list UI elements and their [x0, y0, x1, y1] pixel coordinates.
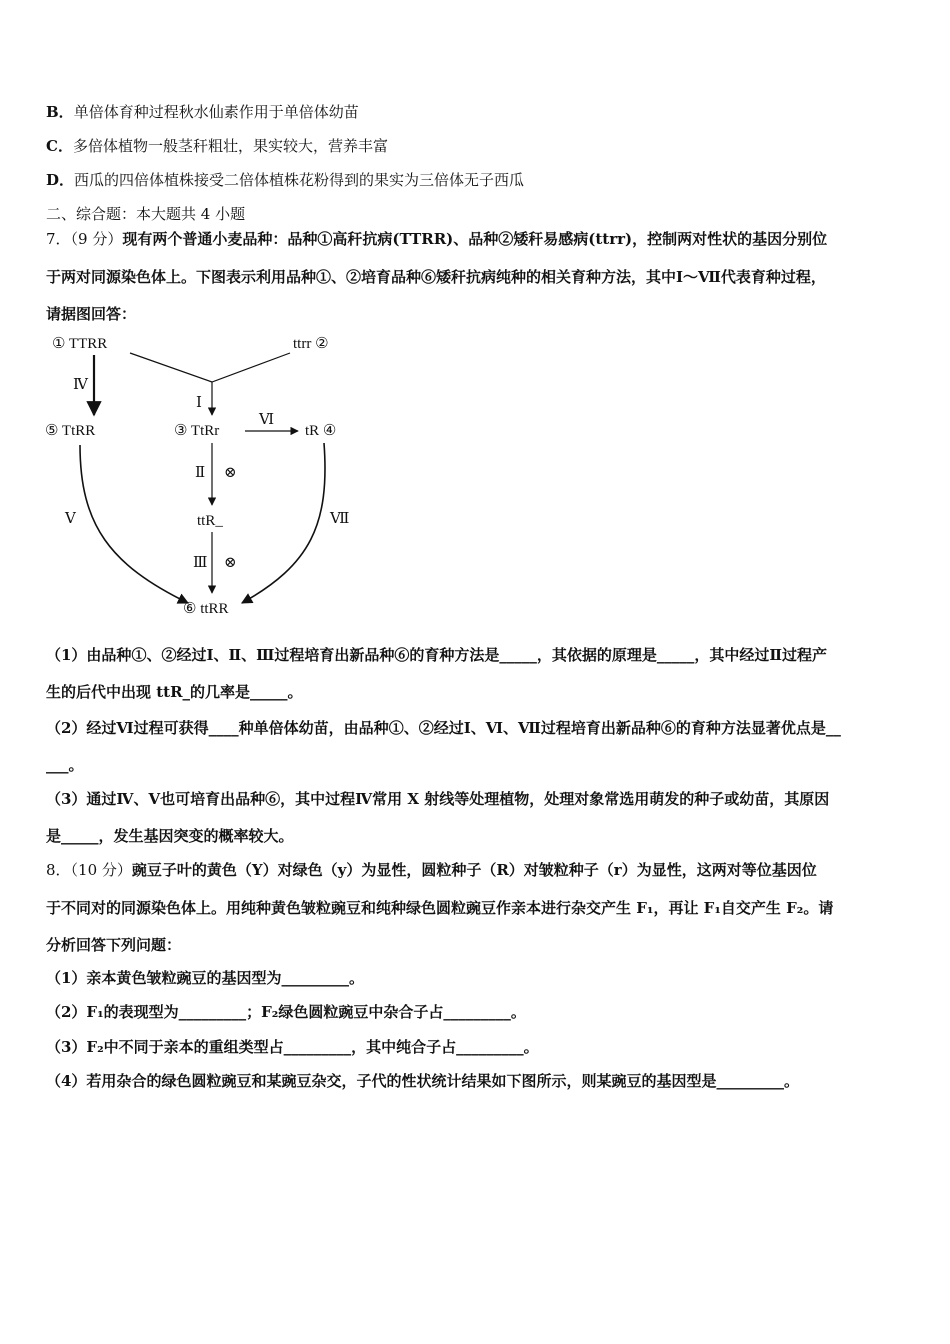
q7-number: 7．: [46, 230, 71, 248]
arrow-v: [80, 445, 188, 603]
node-6-ttrr: ⑥ ttRR: [183, 601, 229, 617]
process-vii-label: Ⅶ: [330, 511, 350, 527]
q7-sub2-line-2: ___。: [46, 756, 84, 774]
node-3-ttrr: ③ TtRr: [174, 423, 220, 439]
q8-sub2: （2）F₁的表现型为_________；F₂绿色圆粒豌豆中杂合子占_________。: [46, 1003, 526, 1021]
q7-line-3: 请据图回答：: [46, 305, 137, 323]
q7-score: （9 分）: [70, 230, 123, 248]
process-ii-label: Ⅱ: [195, 465, 206, 481]
option-d-letter: D．: [46, 171, 75, 189]
q7-line-2: 于两对同源染色体上。下图表示利用品种①、②培育品种⑥矮秆抗病纯种的相关育种方法，其中Ⅰ～Ⅶ代表育种过程，: [46, 268, 826, 286]
cross-line-right: [212, 353, 290, 382]
process-iv-label: Ⅳ: [73, 377, 88, 393]
cross-line-left: [130, 353, 212, 382]
selfing-symbol-2: ⊗: [224, 555, 237, 571]
q8-number: 8．: [46, 861, 71, 879]
process-vi-label: Ⅵ: [259, 412, 275, 428]
selfing-symbol-1: ⊗: [224, 465, 237, 481]
q7-line-1: [46, 229, 827, 249]
option-c: [46, 136, 388, 156]
q7-sub3-line-2: 是_____，发生基因突变的概率较大。: [46, 827, 294, 845]
q8-score: （10 分）: [70, 861, 132, 879]
option-b-text: 单倍体育种过程秋水仙素作用于单倍体幼苗: [73, 103, 359, 121]
node-1-ttrr: ① TTRR: [52, 336, 108, 352]
node-mid-ttr: ttR_: [197, 513, 223, 529]
q7-text-1: 现有两个普通小麦品种：品种①高秆抗病(TTRR)、品种②矮秆易感病(ttrr)，控制两对性状的基因分别位: [122, 230, 828, 248]
option-c-text: 多倍体植物一般茎秆粗壮，果实较大，营养丰富: [72, 137, 388, 155]
q8-line-3: 分析回答下列问题：: [46, 936, 182, 954]
option-c-letter: C．: [46, 137, 73, 155]
q7-sub3-line-1: （3）通过Ⅳ、Ⅴ也可培育出品种⑥，其中过程Ⅳ常用 X 射线等处理植物，处理对象常选用萌发的种子或幼苗，其原因: [46, 790, 830, 808]
option-b-letter: B．: [46, 103, 74, 121]
q8-sub4: （4）若用杂合的绿色圆粒豌豆和某豌豆杂交，子代的性状统计结果如下图所示，则某豌豆的基因型是_________。: [46, 1072, 799, 1090]
section-title: 二、综合题：本大题共 4 小题: [46, 205, 246, 223]
q8-text-1: 豌豆子叶的黄色（Y）对绿色（y）为显性，圆粒种子（R）对皱粒种子（r）为显性，这两对等位基因位: [131, 861, 817, 879]
option-d: [46, 170, 524, 190]
q8-line-1: [46, 860, 817, 880]
option-b: [46, 102, 359, 122]
node-5-ttrr: ⑤ TtRR: [45, 423, 96, 439]
arrow-vii: [242, 443, 325, 603]
q8-line-2: 于不同对的同源染色体上。用纯种黄色皱粒豌豆和纯种绿色圆粒豌豆作亲本进行杂交产生 F₁，再让 F₁自交产生 F₂。请: [46, 899, 834, 917]
q7-sub2-line-1: （2）经过Ⅵ过程可获得____种单倍体幼苗，由品种①、②经过Ⅰ、Ⅵ、Ⅶ过程培育出新品种⑥的育种方法显著优点是__: [46, 719, 841, 737]
option-d-text: 西瓜的四倍体植株接受二倍体植株花粉得到的果实为三倍体无子西瓜: [74, 171, 525, 189]
q7-sub1-line-2: 生的后代中出现 ttR_的几率是_____。: [46, 683, 303, 701]
node-2-ttrr: ttrr ②: [293, 336, 329, 352]
q8-sub1: （1）亲本黄色皱粒豌豆的基因型为_________。: [46, 969, 364, 987]
q7-sub1-line-1: （1）由品种①、②经过Ⅰ、Ⅱ、Ⅲ过程培育出新品种⑥的育种方法是_____，其依据的原理是_____，其中经过Ⅱ过程产: [46, 646, 828, 664]
process-iii-label: Ⅲ: [193, 555, 208, 571]
node-4-tr: tR ④: [305, 423, 337, 439]
process-v-label: Ⅴ: [65, 511, 76, 527]
process-i-label: Ⅰ: [196, 395, 202, 411]
q8-sub3: （3）F₂中不同于亲本的重组类型占_________，其中纯合子占_________。: [46, 1038, 539, 1056]
breeding-diagram: [40, 325, 360, 617]
